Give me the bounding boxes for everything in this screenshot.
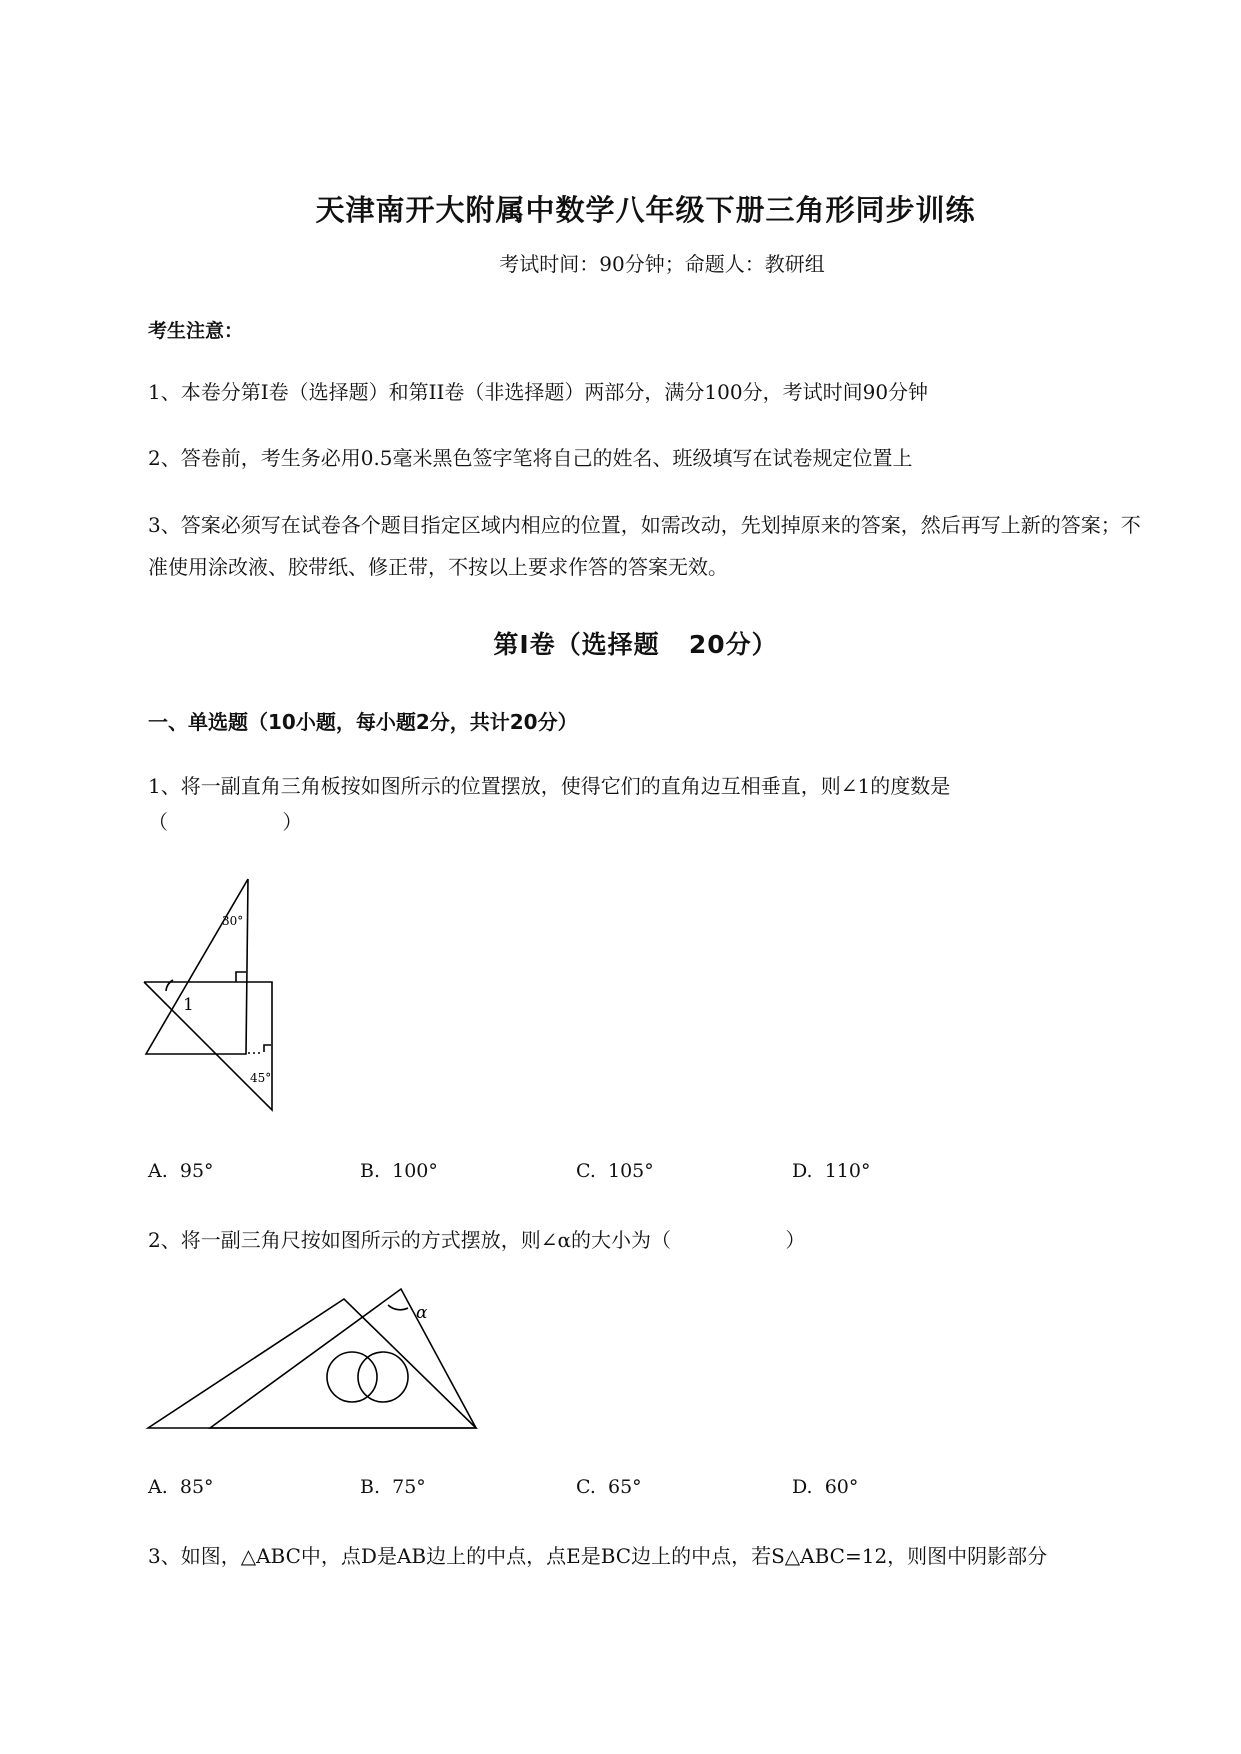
exam-info: 考试时间：90分钟；命题人：教研组 [499, 252, 825, 276]
notice-item-2: 2、答卷前，考生务必用0.5毫米黑色签字笔将自己的姓名、班级填写在试卷规定位置上 [148, 446, 913, 470]
section-title [0, 625, 1241, 661]
question-3-text: 3、如图，△ABC中，点D是AB边上的中点，点E是BC边上的中点，若S△ABC=12，则图中阴影部分 [148, 1544, 1048, 1568]
section-label: 第I卷（选择题 [493, 630, 660, 659]
answer-blank: （ ） [651, 1228, 806, 1252]
notice-item-1: 1、本卷分第I卷（选择题）和第II卷（非选择题）两部分，满分100分，考试时间90分钟 [148, 380, 929, 404]
part-heading: 一、单选题（10小题，每小题2分，共计20分） [148, 710, 578, 734]
option-D[interactable]: D. 110° [792, 1160, 871, 1182]
triangle-45 [144, 982, 272, 1110]
option-B[interactable]: B. 75° [360, 1476, 426, 1498]
option-A[interactable]: A. 95° [148, 1160, 214, 1182]
notice-item-3: 3、答案必须写在试卷各个题目指定区域内相应的位置，如需改动，先划掉原来的答案，然后再写上新的答案；不准使用涂改液、胶带纸、修正带，不按以上要求作答的答案无效。 [148, 513, 1141, 579]
section-score: 20分） [688, 630, 778, 659]
right-angle-mark-bottom [264, 1045, 271, 1052]
angle-30-label: 30° [222, 914, 244, 928]
option-B[interactable]: B. 100° [360, 1160, 438, 1182]
circle-right [358, 1352, 408, 1402]
question-2-text: 2、将一副三角尺按如图所示的方式摆放，则∠α的大小为 [148, 1228, 651, 1252]
page-title: 天津南开大附属中数学八年级下册三角形同步训练 [315, 193, 976, 227]
triangle-30 [146, 879, 248, 1054]
question-2-figure [140, 1280, 490, 1435]
question-1 [148, 768, 1148, 840]
question-2 [148, 1222, 1148, 1258]
circle-left [327, 1352, 377, 1402]
angle-45-label: 45° [250, 1071, 272, 1085]
angle-1-label: 1 [183, 995, 194, 1015]
option-C[interactable]: C. 65° [576, 1476, 642, 1498]
alpha-label: α [416, 1303, 428, 1323]
triangle-small [210, 1289, 476, 1428]
option-D[interactable]: D. 60° [792, 1476, 859, 1498]
option-C[interactable]: C. 105° [576, 1160, 654, 1182]
right-angle-mark-top [236, 972, 246, 982]
question-1-figure [140, 870, 290, 1115]
question-1-text: 1、将一副直角三角板按如图所示的位置摆放，使得它们的直角边互相垂直，则∠1的度数是 [148, 774, 951, 798]
notice-heading: 考生注意： [148, 320, 244, 342]
option-A[interactable]: A. 85° [148, 1476, 214, 1498]
alpha-arc [388, 1305, 408, 1310]
answer-blank: （ ） [148, 810, 303, 834]
